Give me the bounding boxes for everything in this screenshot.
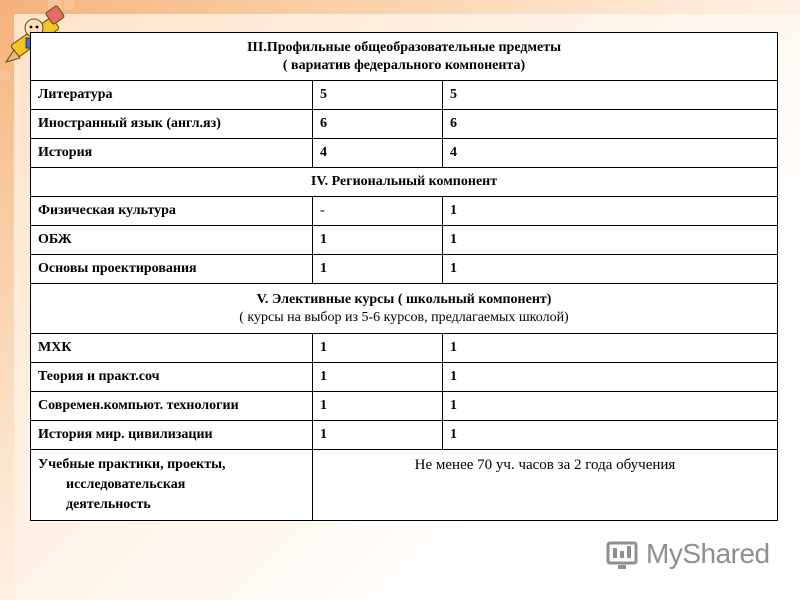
hours-value-1: 1: [313, 392, 443, 421]
subject-name: Теория и практ.соч: [31, 363, 313, 392]
table-row: [31, 139, 778, 168]
section-3-header: [31, 33, 778, 81]
hours-value-2: 6: [443, 110, 778, 139]
hours-value-2: 1: [443, 363, 778, 392]
hours-value-2: 5: [443, 81, 778, 110]
subject-name: История: [31, 139, 313, 168]
myshared-logo-icon: [606, 537, 640, 571]
section-5-header: [31, 284, 778, 334]
table-row: [31, 81, 778, 110]
hours-value-1: 1: [313, 421, 443, 450]
name-line-2: исследовательская: [66, 477, 186, 492]
hours-value-2: 1: [443, 421, 778, 450]
watermark-text: MyShared: [646, 538, 770, 569]
curriculum-table: [30, 32, 778, 521]
subject-name: [31, 450, 313, 521]
hours-note: Не менее 70 уч. часов за 2 года обучения: [313, 450, 778, 521]
hours-value-2: 1: [443, 197, 778, 226]
hours-value-1: 6: [313, 110, 443, 139]
name-line-1: Учебные практики, проекты,: [38, 457, 226, 472]
table-row: [31, 110, 778, 139]
subject-name: Иностранный язык (англ.яз): [31, 110, 313, 139]
table-row: [31, 226, 778, 255]
subject-name: Основы проектирования: [31, 255, 313, 284]
section-5-title: V. Элективные курсы ( школьный компонент): [256, 291, 552, 307]
table-row: [31, 334, 778, 363]
hours-value-1: 1: [313, 226, 443, 255]
hours-value-2: 1: [443, 392, 778, 421]
hours-value-2: 1: [443, 255, 778, 284]
table-row: [31, 450, 778, 521]
subject-name: МХК: [31, 334, 313, 363]
table-row: [31, 197, 778, 226]
table-row: [31, 392, 778, 421]
section-5-subtitle: ( курсы на выбор из 5-6 курсов, предлагаемых школой): [239, 309, 569, 325]
section-4-header: IV. Региональный компонент: [31, 168, 778, 197]
hours-value-2: 1: [443, 334, 778, 363]
table-row: [31, 421, 778, 450]
top-decor-band: [0, 0, 800, 14]
hours-value-2: 1: [443, 226, 778, 255]
section-header-row: [31, 284, 778, 334]
section-3-subtitle: ( вариатив федерального компонента): [282, 57, 526, 73]
hours-value-1: 1: [313, 255, 443, 284]
subject-name: ОБЖ: [31, 226, 313, 255]
hours-value-1: 1: [313, 363, 443, 392]
left-decor-band: [0, 0, 14, 600]
name-line-3: деятельность: [66, 497, 151, 512]
section-header-row: [31, 168, 778, 197]
section-header-row: [31, 33, 778, 81]
table-row: [31, 363, 778, 392]
watermark: [606, 536, 770, 572]
subject-name: Физическая культура: [31, 197, 313, 226]
subject-name: Современ.компьют. технологии: [31, 392, 313, 421]
hours-value-1: 1: [313, 334, 443, 363]
subject-name: История мир. цивилизации: [31, 421, 313, 450]
section-3-title: III.Профильные общеобразовательные предметы: [246, 39, 562, 55]
hours-value-1: -: [313, 197, 443, 226]
hours-value-1: 5: [313, 81, 443, 110]
table-row: [31, 255, 778, 284]
hours-value-2: 4: [443, 139, 778, 168]
hours-value-1: 4: [313, 139, 443, 168]
subject-name: Литература: [31, 81, 313, 110]
